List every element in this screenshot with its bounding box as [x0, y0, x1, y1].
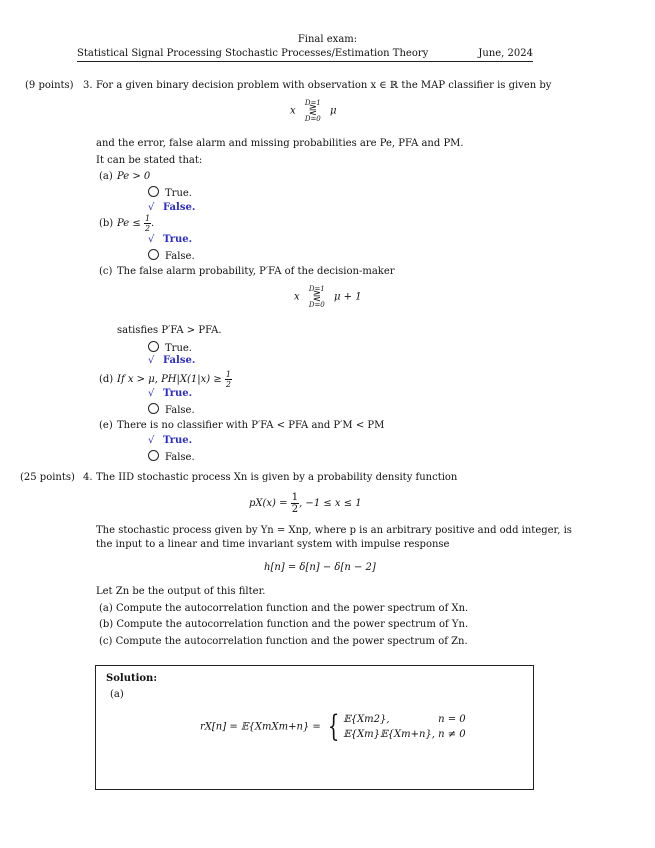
exam-title: Final exam:: [297, 34, 358, 45]
radio-circle-icon[interactable]: [148, 450, 159, 461]
q3a-option-false[interactable]: √ False.: [148, 202, 196, 213]
q3-intro: For a given binary decision problem with observation x ∈ ℝ the MAP classifier is given by: [96, 80, 552, 91]
q3b-option-true[interactable]: √ True.: [148, 234, 193, 245]
solution-title: Solution:: [106, 673, 158, 684]
q4-intro: The IID stochastic process Xn is given by a probability density function: [96, 472, 458, 483]
q4-points: (25 points): [20, 472, 75, 483]
q3c-decision-rule: x D=1 ⋛ D=0 μ + 1: [294, 285, 362, 309]
q3c-option-false[interactable]: √ False.: [148, 355, 196, 366]
checkmark-icon: √: [148, 355, 155, 366]
q3e-option-true[interactable]: √ True.: [148, 435, 193, 446]
q4-part-c: (c) Compute the autocorrelation function and the power spectrum of Zn.: [99, 636, 468, 647]
radio-circle-icon[interactable]: [148, 249, 159, 260]
q4-number: 4.: [83, 472, 93, 483]
radio-circle-icon[interactable]: [148, 403, 159, 414]
q3a-label: (a): [99, 171, 113, 182]
solution-autocorrelation: rX[n] = 𝔼{XmXm+n} = { 𝔼{Xm2}, n = 0 𝔼{Xm}𝔼{Xm+n}, n ≠ 0: [200, 709, 466, 744]
q3c-satisfies: satisfies P′FA > PFA.: [117, 325, 222, 336]
q3-errors: and the error, false alarm and missing probabilities are Pe, PFA and PM.: [96, 138, 464, 149]
q3b-label: (b): [99, 218, 114, 229]
q4-part-b: (b) Compute the autocorrelation function and the power spectrum of Yn.: [99, 619, 469, 630]
radio-circle-icon[interactable]: [148, 341, 159, 352]
q3e-statement: There is no classifier with P′FA < PFA and P′M < PM: [117, 420, 385, 431]
q3-decision-rule: x D=1 ⋛ D=0 μ: [290, 99, 337, 123]
q3b-statement: Pe ≤ $\frac{1}{2}$ .: [117, 214, 155, 233]
q3-points: (9 points): [25, 80, 74, 91]
q3-number: 3.: [83, 80, 93, 91]
q3e-option-false[interactable]: False.: [148, 450, 195, 463]
header-rule: [77, 61, 533, 62]
checkmark-icon: √: [148, 234, 155, 245]
q4-impulse-response: h[n] = δ[n] − δ[n − 2]: [264, 562, 376, 573]
q3e-label: (e): [99, 420, 113, 431]
radio-circle-icon[interactable]: [148, 186, 159, 197]
course-name: Statistical Signal Processing Stochastic Processes/Estimation Theory: [77, 48, 429, 59]
exam-date: June, 2024: [478, 48, 533, 59]
q4-pdf: pX(x) = $\frac{1}{2}$ , −1 ≤ x ≤ 1: [249, 492, 362, 515]
checkmark-icon: √: [148, 435, 155, 446]
q3-stated: It can be stated that:: [96, 155, 203, 166]
q4-part-a: (a) Compute the autocorrelation function and the power spectrum of Xn.: [99, 603, 469, 614]
q3b-option-false[interactable]: False.: [148, 249, 195, 262]
q4-yn-line1: The stochastic process given by Yn = Xnp, where p is an arbitrary positive and odd integer, is: [96, 525, 572, 536]
q4-let: Let Zn be the output of this filter.: [96, 586, 266, 597]
checkmark-icon: √: [148, 388, 155, 399]
q3d-label: (d): [99, 374, 114, 385]
q3c-option-true[interactable]: True.: [148, 341, 192, 354]
left-brace-icon: {: [327, 709, 340, 744]
q4-yn-line2: the input to a linear and time invariant system with impulse response: [96, 539, 450, 550]
checkmark-icon: √: [148, 202, 155, 213]
q3c-statement: The false alarm probability, P′FA of the decision-maker: [117, 266, 395, 277]
q3d-statement: If x > μ, PH|X(1|x) ≥ $\frac{1}{2}$: [117, 370, 232, 389]
q3a-statement: Pe > 0: [117, 171, 151, 182]
q3d-option-true[interactable]: √ True.: [148, 388, 193, 399]
q3a-option-true[interactable]: True.: [148, 186, 192, 199]
solution-part-a: (a): [110, 689, 124, 700]
q3c-label: (c): [99, 266, 113, 277]
q3d-option-false[interactable]: False.: [148, 403, 195, 416]
